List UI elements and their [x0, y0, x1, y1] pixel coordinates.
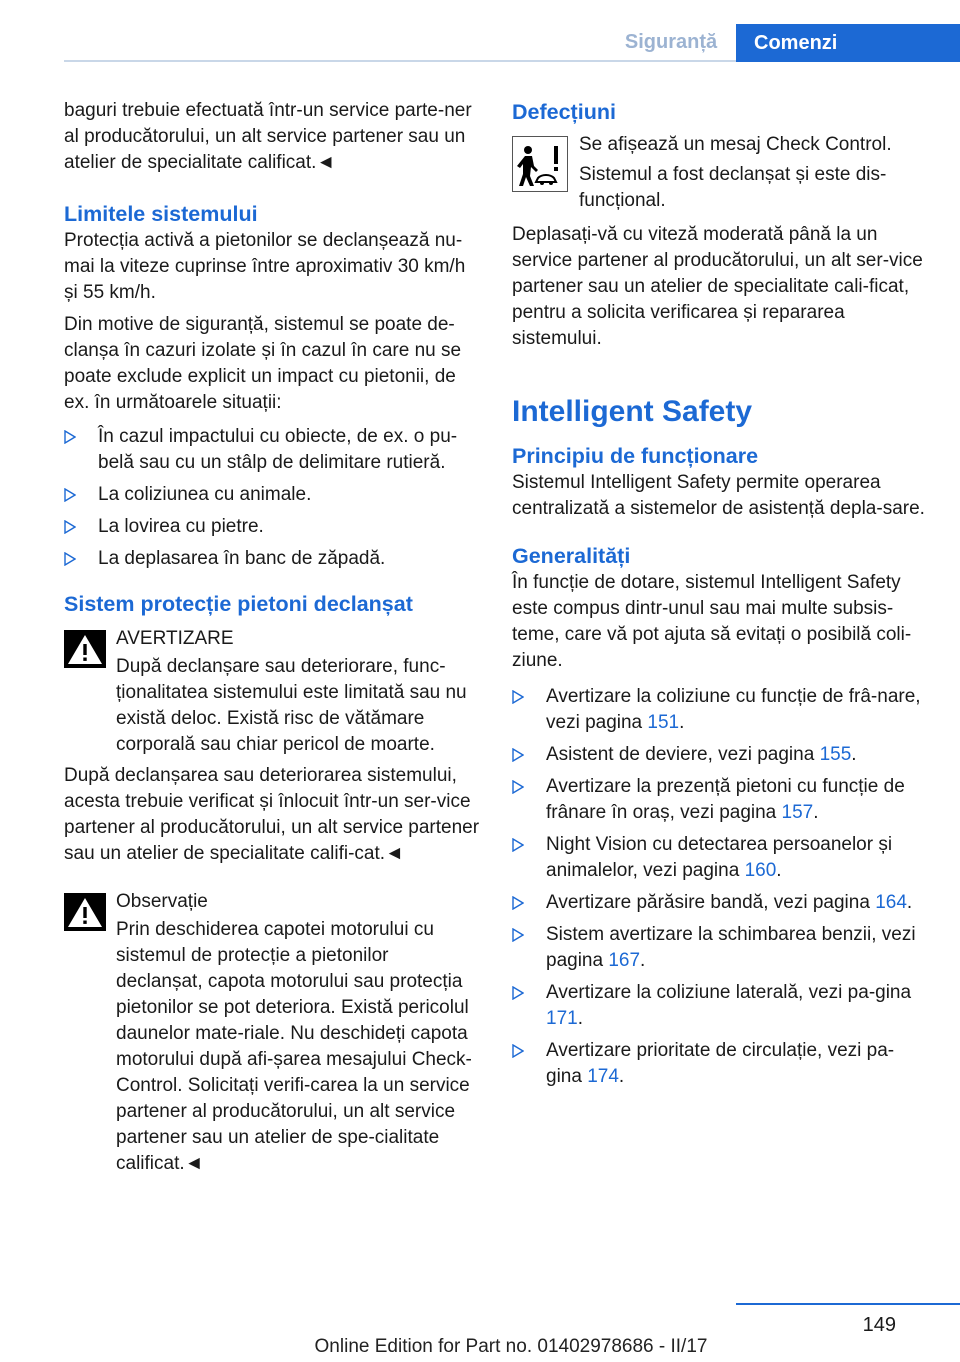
- list-item-end: .: [640, 950, 646, 971]
- triangle-bullet-icon: [512, 1044, 524, 1058]
- warning-triangle-icon: [64, 630, 106, 668]
- triangle-bullet-icon: [512, 690, 524, 704]
- header-divider: [64, 60, 736, 62]
- list-item: [512, 922, 928, 974]
- edition-footer: Online Edition for Part no. 01402978686 - II/17: [314, 1336, 708, 1357]
- footer-divider: [736, 1303, 960, 1305]
- triangle-bullet-icon: [512, 748, 524, 762]
- tab-comenzi[interactable]: Comenzi: [736, 24, 960, 62]
- page-number: 149: [862, 1314, 896, 1336]
- list-item: [512, 742, 928, 768]
- warning-notice: [64, 626, 480, 758]
- limits-heading: Limitele sistemului: [64, 202, 258, 226]
- triangle-bullet-icon: [64, 488, 76, 502]
- list-item-end: .: [776, 860, 782, 881]
- limits-list: [64, 424, 480, 572]
- faults-heading: Defecțiuni: [512, 100, 616, 124]
- list-item-end: .: [851, 744, 857, 765]
- note-text: Prin deschiderea capotei motorului cu sistemul de protecție a pietonilor declanșat, capota motorului sau protecția pietonilor se pot deteriora. Există pericolul daunelor mate-riale. Nu deschideți capota motorului după afi-șarea mesajului Check-Control. Solicitați verifi-carea la un service partener al producătorului, un alt service partener sau un atelier de spe-cialitate calificat.◄: [116, 919, 472, 1174]
- page-reference-link[interactable]: 151: [647, 712, 680, 733]
- triangle-bullet-icon: [512, 986, 524, 1000]
- list-item: [512, 890, 928, 916]
- list-item: [512, 684, 928, 736]
- list-item-text: Avertizare la coliziune cu funcție de frâ-nare, vezi pagina: [546, 686, 921, 733]
- note-notice: [64, 889, 480, 1177]
- intelligent-safety-heading: Intelligent Safety: [512, 395, 753, 428]
- list-item: [64, 546, 480, 572]
- principle-paragraph: Sistemul Intelligent Safety permite operarea centralizată a sistemelor de asistență depla-sare.: [512, 472, 925, 519]
- list-item: [512, 832, 928, 884]
- list-item-text: La lovirea cu pietre.: [98, 516, 264, 537]
- faults-paragraph: Deplasați-vă cu viteză moderată până la un service partener al producătorului, un alt ser-vice partener sau un atelier de specialitate cali-ficat, pentru a solicita verificarea și repararea sistemului.: [512, 224, 923, 349]
- list-item: [512, 1038, 928, 1090]
- left-column: [64, 98, 480, 1182]
- page-reference-link[interactable]: 160: [744, 860, 777, 881]
- limits-paragraph-2: Din motive de siguranță, sistemul se poate de-clanșa în cazuri izolate și în cazul în care nu se poate exclude explicit un impact cu pietonii, de ex. în următoarele situații:: [64, 314, 462, 413]
- list-item-text: În cazul impactului cu obiecte, de ex. o pu-belă sau cu un stâlp de delimitare rutieră.: [98, 426, 458, 473]
- list-item-end: .: [618, 1066, 625, 1087]
- list-item: [512, 774, 928, 826]
- warning-followup: După declanșarea sau deteriorarea sistemului, acesta trebuie verificat și înlocuit într-un ser-vice partener al producătorului, un alt service partener sau un atelier de specialitate califi-cat.◄: [64, 765, 480, 864]
- page-reference-link[interactable]: 174: [587, 1066, 619, 1087]
- list-item-text: Night Vision cu detectarea persoanelor și animalelor, vezi pagina: [546, 834, 893, 881]
- faults-line-2: Sistemul a fost declanșat și este dis-funcțional.: [579, 164, 887, 211]
- intro-paragraph: baguri trebuie efectuată într-un service parte-ner al producătorului, un alt service partener sau un atelier de specialitate calificat.◄: [64, 100, 472, 173]
- triangle-bullet-icon: [512, 928, 524, 942]
- triangle-bullet-icon: [64, 430, 76, 444]
- triangle-bullet-icon: [512, 838, 524, 852]
- note-title: Observație: [116, 891, 208, 912]
- pedestrian-warning-icon: [512, 136, 568, 192]
- right-column: [512, 98, 928, 1096]
- warning-title: AVERTIZARE: [116, 628, 234, 649]
- list-item-end: .: [679, 712, 685, 733]
- general-paragraph: În funcție de dotare, sistemul Intelligent Safety este compus dintr-unul sau mai multe subsis-teme, care vă pot ajuta să evitați o posibilă coli-ziune.: [512, 572, 912, 671]
- list-item-text: Sistem avertizare la schimbarea benzii, vezi pagina: [546, 924, 916, 971]
- list-item-end: .: [906, 892, 913, 913]
- principle-heading: Principiu de funcționare: [512, 444, 759, 468]
- list-item-text: La deplasarea în banc de zăpadă.: [98, 548, 386, 569]
- triangle-bullet-icon: [64, 552, 76, 566]
- general-heading: Generalități: [512, 544, 631, 568]
- list-item: [512, 980, 928, 1032]
- list-item: [64, 424, 480, 476]
- list-item-text: Asistent de deviere, vezi pagina: [546, 744, 820, 765]
- page-reference-link[interactable]: 157: [781, 802, 814, 823]
- page-reference-link[interactable]: 167: [608, 950, 641, 971]
- list-item-end: .: [813, 802, 819, 823]
- triangle-bullet-icon: [512, 780, 524, 794]
- list-item: [64, 482, 480, 508]
- list-item: [64, 514, 480, 540]
- page-reference-link[interactable]: 155: [819, 744, 852, 765]
- tab-siguranta[interactable]: Siguranță: [624, 30, 718, 53]
- triangle-bullet-icon: [512, 896, 524, 910]
- list-item-text: Avertizare prioritate de circulație, vezi pa-gina: [546, 1040, 895, 1087]
- faults-line-1: Se afișează un mesaj Check Control.: [579, 134, 892, 155]
- page-reference-link[interactable]: 164: [875, 892, 907, 913]
- warning-triangle-icon: [64, 893, 106, 931]
- limits-paragraph-1: Protecția activă a pietonilor se declanșează nu-mai la viteze cuprinse între aproximativ 30 km/h și 55 km/h.: [64, 230, 466, 303]
- warning-text: După declanșare sau deteriorare, func-ționalitatea sistemului este limitată sau nu există deloc. Există risc de vătămare corporală sau chiar pericol de moarte.: [116, 656, 467, 755]
- list-item-text: Avertizare părăsire bandă, vezi pagina: [546, 892, 876, 913]
- triangle-bullet-icon: [64, 520, 76, 534]
- systems-list: [512, 684, 928, 1090]
- fault-block: [512, 132, 928, 214]
- list-item-text: Avertizare la coliziune laterală, vezi pa-gina: [546, 982, 912, 1003]
- triggered-heading: Sistem protecție pietoni declanșat: [64, 592, 413, 616]
- list-item-end: .: [577, 1008, 583, 1029]
- page-reference-link[interactable]: 171: [546, 1008, 578, 1029]
- list-item-text: La coliziunea cu animale.: [98, 484, 312, 505]
- list-item-text: Avertizare la prezență pietoni cu funcție de frânare în oraș, vezi pagina: [546, 776, 905, 823]
